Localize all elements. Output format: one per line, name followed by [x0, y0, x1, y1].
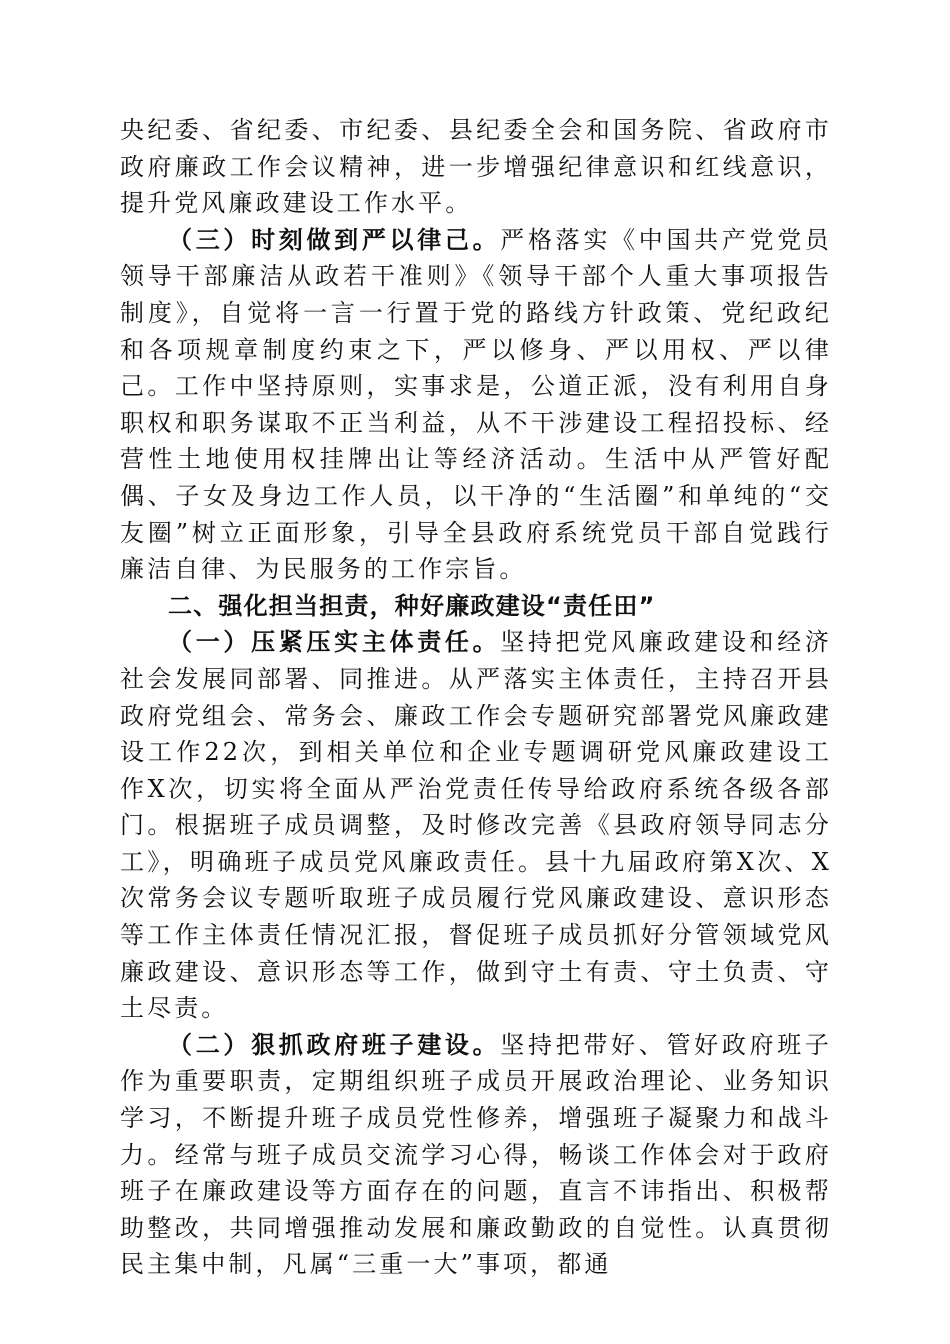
- paragraph-lead: （一）压紧压实主体责任。: [168, 627, 501, 657]
- paragraph-lead: （二）狠抓政府班子建设。: [168, 1029, 501, 1059]
- paragraph-body: 严格落实《中国共产党党员领导干部廉洁从政若干准则》《领导干部个人重大事项报告制度》，自觉将一言一行置于党的路线方针政策、党纪政纪和各项规章制度约束之下，严以修身、严以用权、严以律己。工作中坚持原则，实事求是，公道正派，没有利用自身职权和职务谋取不正当利益，从不干涉建设工程招投标、经营性土地使用权挂牌出让等经济活动。生活中从严管好配偶、子女及身边工作人员，以干净的“生活圈”和单纯的“交友圈”树立正面形象，引导全县政府系统党员干部自觉践行廉洁自律、为民服务的工作宗旨。: [120, 225, 832, 584]
- paragraph-body: 坚持把带好、管好政府班子作为重要职责，定期组织班子成员开展政治理论、业务知识学习，不断提升班子成员党性修养，增强班子凝聚力和战斗力。经常与班子成员交流学习心得，畅谈工作体会对于政府班子在廉政建设等方面存在的问题，直言不讳指出、积极帮助整改，共同增强推动发展和廉政勤政的自觉性。认真贯彻民主集中制，凡属“三重一大”事项，都通: [120, 1030, 832, 1279]
- paragraph-section-3: [120, 222, 832, 588]
- paragraph-section-2: [120, 1027, 832, 1283]
- paragraph-section-1: [120, 624, 832, 1027]
- paragraph-lead: （三）时刻做到严以律己。: [168, 224, 501, 254]
- paragraph-body: 坚持把党风廉政建设和经济社会发展同部署、同推进。从严落实主体责任，主持召开县政府党组会、常务会、廉政工作会专题研究部署党风廉政建设工作22次，到相关单位和企业专题调研党风廉政建设工作X次，切实将全面从严治党责任传导给政府系统各级各部门。根据班子成员调整，及时修改完善《县政府领导同志分工》，明确班子成员党风廉政责任。县十九届政府第X次、X次常务会议专题听取班子成员履行党风廉政建设、意识形态等工作主体责任情况汇报，督促班子成员抓好分管领域党风廉政建设、意识形态等工作，做到守土有责、守土负责、守土尽责。: [120, 628, 832, 1023]
- paragraph-continuation: [120, 112, 832, 222]
- section-heading: 二、强化担当担责，种好廉政建设“责任田”: [168, 591, 656, 620]
- document-body: [120, 112, 832, 1283]
- paragraph-body: 央纪委、省纪委、市纪委、县纪委全会和国务院、省政府市政府廉政工作会议精神，进一步增强纪律意识和红线意识，提升党风廉政建设工作水平。: [120, 116, 832, 218]
